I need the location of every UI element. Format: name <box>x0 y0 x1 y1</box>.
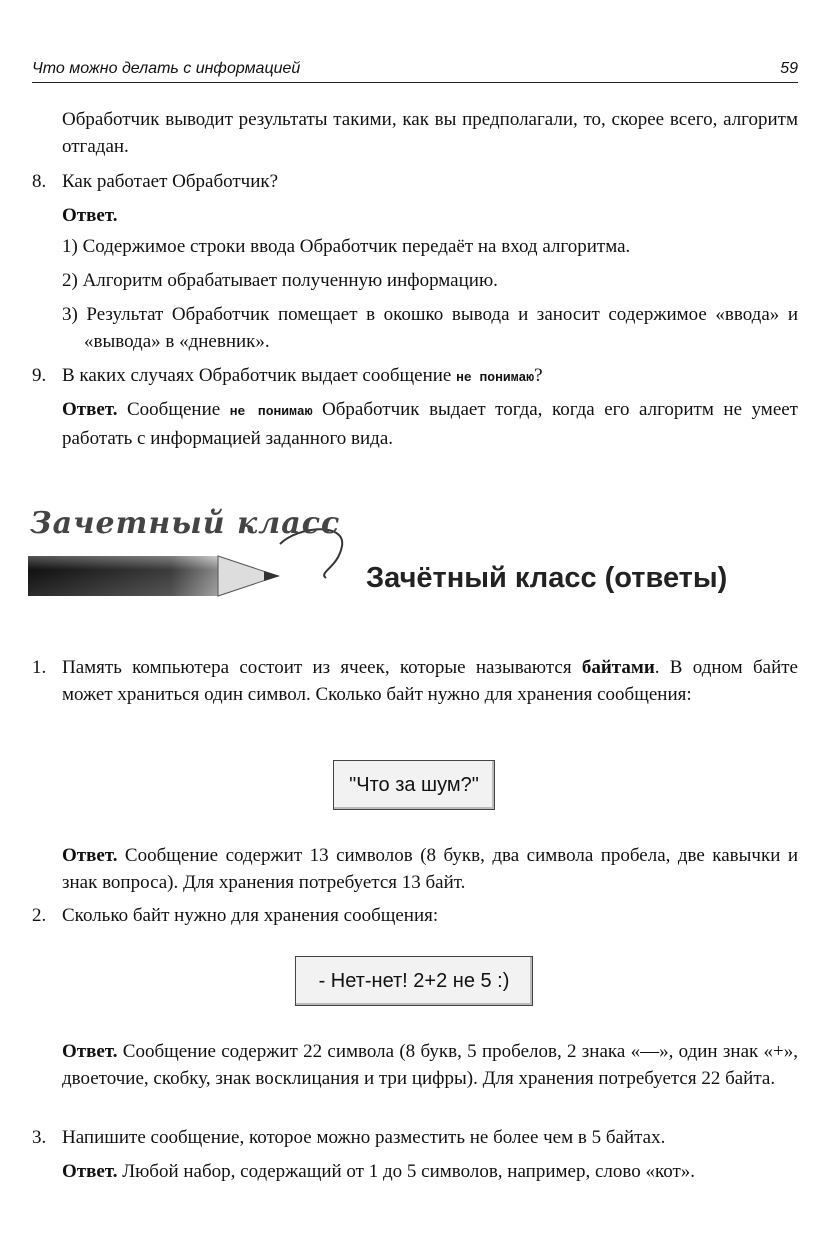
item-2-text: Сколько байт нужно для хранения сообщения: <box>62 905 439 926</box>
question-8-step-1: 1) Содержимое строки ввода Обработчик передаёт на вход алгоритма. <box>62 236 631 257</box>
code-ne-ponimayu: не понимаю <box>456 370 535 385</box>
item-2-answer: Ответ. Сообщение содержит 22 символа (8 букв, 5 пробелов, 2 знака «—», один знак «+», двоеточие, скобку, знак восклицания и три цифры). Для хранения потребуется 22 байта. <box>62 1041 798 1089</box>
question-8-text: Как работает Обработчик? <box>62 171 279 192</box>
question-8-step-3: 3) Результат Обработчик помещает в окошко вывода и заносит содержимое «ввода» и «вывода» в «дневник». <box>62 304 798 352</box>
question-8-answer-label: Ответ. <box>62 205 118 226</box>
message-box-2: - Нет-нет! 2+2 не 5 :) <box>295 956 533 1006</box>
question-9-text: В каких случаях Обработчик выдает сообщение не понимаю? <box>62 365 543 386</box>
question-8-number: 8. <box>32 171 47 192</box>
item-3-text: Напишите сообщение, которое можно разместить не более чем в 5 байтах. <box>62 1127 666 1148</box>
question-9-number: 9. <box>32 365 47 386</box>
banner-script-text: Зачетный класс <box>30 506 341 541</box>
item-1-number: 1. <box>32 657 47 678</box>
header-title: Что можно делать с информацией <box>32 60 301 77</box>
question-9-answer: Ответ. Сообщение не понимаю Обработчик выдает тогда, когда его алгоритм не умеет работать с информацией заданного вида. <box>62 399 798 449</box>
item-2-number: 2. <box>32 905 47 926</box>
running-header <box>32 58 798 83</box>
section-title: Зачётный класс (ответы) <box>366 562 728 594</box>
intro-paragraph: Обработчик выводит результаты такими, как вы предполагали, то, скорее всего, алгоритм отгадан. <box>62 109 798 157</box>
item-3-answer: Ответ. Любой набор, содержащий от 1 до 5 символов, например, слово «кот». <box>62 1161 696 1182</box>
item-3-number: 3. <box>32 1127 47 1148</box>
question-8-step-2: 2) Алгоритм обрабатывает полученную информацию. <box>62 270 498 291</box>
message-box-1: "Что за шум?" <box>333 760 495 810</box>
item-1-text: Память компьютера состоит из ячеек, которые называются байтами. В одном байте может храниться один символ. Сколько байт нужно для хранения сообщения: <box>62 657 798 705</box>
page-number: 59 <box>780 60 798 77</box>
item-1-answer: Ответ. Сообщение содержит 13 символов (8 букв, два символа пробела, две кавычки и знак вопроса). Для хранения потребуется 13 байт. <box>62 845 798 893</box>
